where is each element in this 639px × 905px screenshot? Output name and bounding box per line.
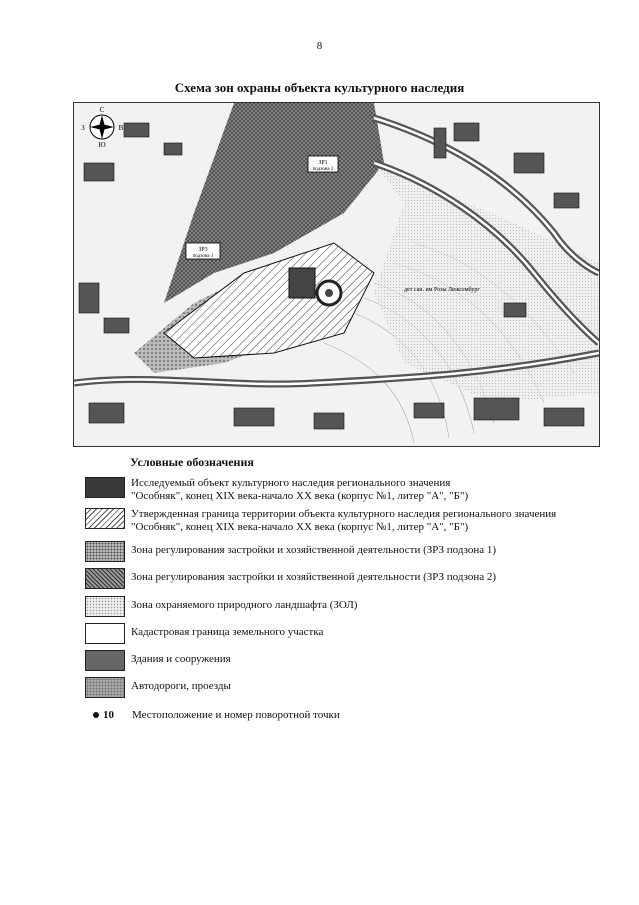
- legend-text: Кадастровая граница земельного участка: [131, 626, 324, 638]
- map-drawing: [74, 103, 599, 446]
- legend-item-buildings: [85, 650, 595, 678]
- legend-item-object: [85, 477, 595, 505]
- point-text: Местоположение и номер поворотной точки: [132, 709, 340, 721]
- zone1-sublabel: подзона 2: [312, 167, 334, 172]
- legend-item-point: [85, 709, 595, 737]
- swatch-zol: [85, 596, 125, 617]
- legend-text: Здания и сооружения: [131, 653, 231, 665]
- legend-text: Исследуемый объект культурного наследия регионального значения "Особняк", конец XIX века-начало XX века (корпус №1, литер "А", "Б"): [131, 477, 469, 502]
- legend-item-cadastral: [85, 623, 595, 651]
- legend-item-roads: [85, 677, 595, 705]
- zone3-label: ЗР3: [198, 247, 208, 253]
- swatch-object: [85, 477, 125, 498]
- legend-text: Автодороги, проезды: [131, 680, 231, 692]
- zone3-sublabel: подзона 1: [192, 254, 214, 259]
- street-label: дет сан. им Розы Люксембург: [404, 287, 480, 293]
- object-building: [289, 268, 315, 298]
- legend-text: Зона охраняемого природного ландшафта (ЗОЛ): [131, 599, 358, 611]
- swatch-buildings: [85, 650, 125, 671]
- svg-text:В: В: [118, 124, 124, 132]
- point-number: 10: [103, 709, 114, 721]
- legend-item-zrz2: [85, 568, 595, 596]
- point-marker-icon: [93, 712, 99, 718]
- page-number: 8: [316, 40, 323, 52]
- legend-item-territory: [85, 508, 595, 536]
- swatch-territory: [85, 508, 125, 529]
- legend-heading: Условные обозначения: [130, 455, 254, 469]
- legend-text: Утвержденная граница территории объекта культурного наследия регионального значения "Особняк", конец XIX века-начало XX века (корпус №1, литер "А", "Б"): [131, 508, 557, 533]
- legend-item-zol: [85, 596, 595, 624]
- zone1-label: ЗР1: [318, 160, 328, 166]
- legend-item-zrz1: [85, 541, 595, 569]
- legend-text: Зона регулирования застройки и хозяйственной деятельности (ЗРЗ подзона 2): [131, 571, 497, 583]
- legend-text: Зона регулирования застройки и хозяйственной деятельности (ЗРЗ подзона 1): [131, 544, 497, 556]
- svg-text:З: З: [81, 124, 85, 132]
- swatch-roads: [85, 677, 125, 698]
- svg-text:Ю: Ю: [98, 141, 106, 149]
- document-title: Схема зон охраны объекта культурного наследия: [174, 80, 465, 95]
- zone-map: [73, 102, 600, 447]
- swatch-cadastral: [85, 623, 125, 644]
- svg-text:С: С: [99, 106, 105, 114]
- swatch-zrz1: [85, 541, 125, 562]
- swatch-zrz2: [85, 568, 125, 589]
